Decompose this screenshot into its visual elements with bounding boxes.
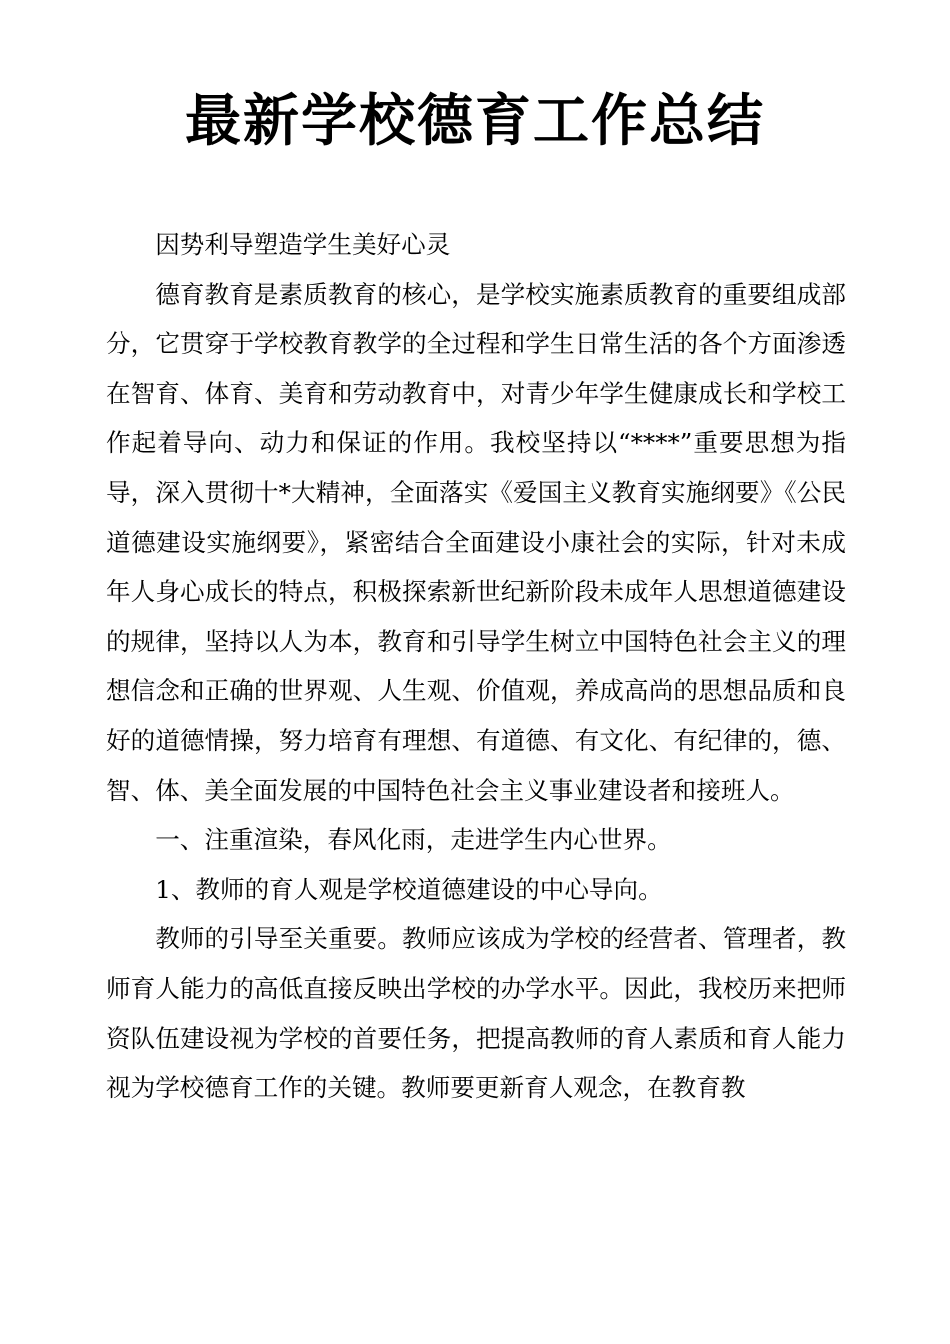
body-paragraph: 教师的引导至关重要。教师应该成为学校的经营者、管理者，教师育人能力的高低直接反映出学校的办学水平。因此，我校历来把师资队伍建设视为学校的首要任务，把提高教师的育人素质和育人能力视为学校德育工作的关键。教师要更新育人观念，在教育教 bbox=[106, 924, 846, 1103]
section-heading-1: 一、注重渲染，春风化雨，走进学生内心世界。 bbox=[155, 825, 672, 855]
document-title: 最新学校德育工作总结 bbox=[185, 89, 765, 154]
subsection-heading-1: 1、教师的育人观是学校道德建设的中心导向。 bbox=[155, 874, 663, 904]
intro-paragraph: 德育教育是素质教育的核心，是学校实施素质教育的重要组成部分，它贯穿于学校教育教学的全过程和学生日常生活的各个方面渗透在智育、体育、美育和劳动教育中，对青少年学生健康成长和学校工作起着导向、动力和保证的作用。我校坚持以“****”重要思想为指导，深入贯彻十*大精神，全面落实《爱国主义教育实施纲要》《公民道德建设实施纲要》，紧密结合全面建设小康社会的实际，针对未成年人身心成长的特点，积极探索新世纪新阶段未成年人思想道德建设的规律，坚持以人为本，教育和引导学生树立中国特色社会主义的理想信念和正确的世界观、人生观、价值观，养成高尚的思想品质和良好的道德情操，努力培育有理想、有道德、有文化、有纪律的，德、智、体、美全面发展的中国特色社会主义事业建设者和接班人。 bbox=[106, 279, 846, 805]
document-body bbox=[106, 220, 846, 1113]
subtitle-paragraph: 因势利导塑造学生美好心灵 bbox=[155, 230, 451, 259]
